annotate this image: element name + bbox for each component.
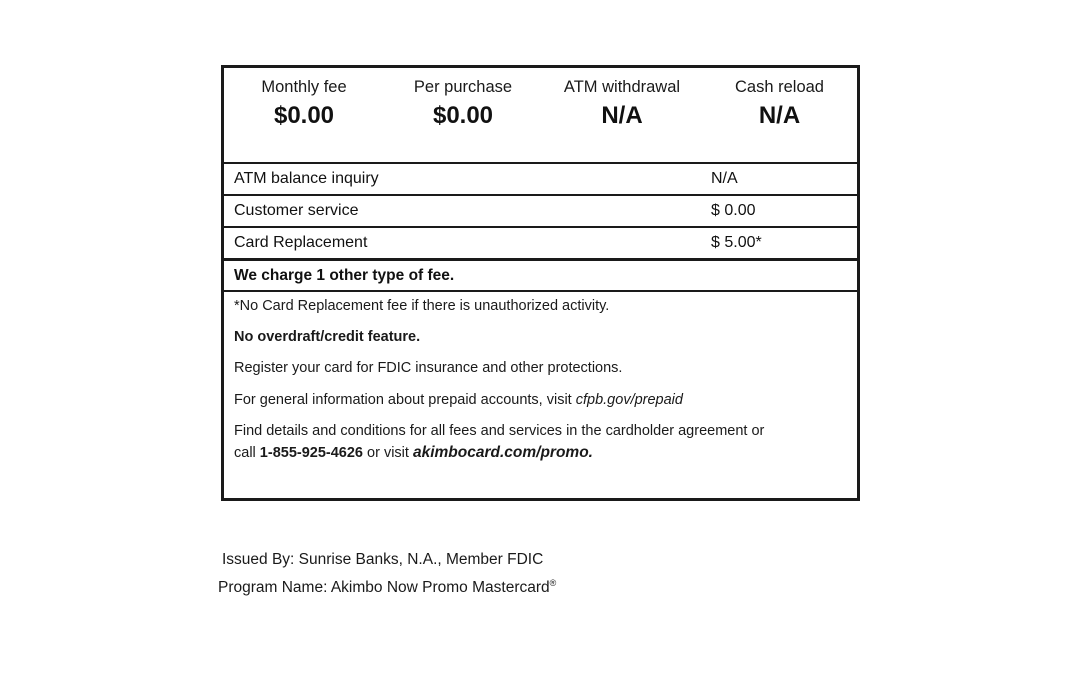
fee-label: Monthly fee	[261, 78, 347, 96]
per-purchase-cell	[384, 68, 542, 162]
fee-value: $0.00	[273, 102, 335, 129]
general-info-text: For general information about prepaid accounts, visit	[234, 392, 576, 408]
fee-disclosure-box	[221, 65, 860, 501]
other-fee-notice	[224, 260, 857, 292]
general-info-note	[234, 390, 683, 410]
fee-label: Cash reload	[735, 78, 824, 96]
fee-row-label: Customer service	[234, 202, 359, 219]
or-visit-text: or visit	[363, 445, 413, 461]
fee-row-value: $ 0.00	[711, 202, 756, 219]
fee-value: $0.00	[432, 102, 494, 129]
program-name-text: Program Name: Akimbo Now Promo Mastercard	[218, 579, 550, 596]
fee-row-value: N/A	[711, 170, 738, 187]
atm-withdrawal-cell	[542, 68, 702, 162]
details-note-line-1: Find details and conditions for all fees and services in the cardholder agreement or	[234, 423, 765, 439]
monthly-fee-cell	[224, 68, 384, 162]
fee-label: Per purchase	[413, 78, 513, 96]
fee-row-atm-balance-inquiry	[224, 164, 857, 196]
fee-row-label: ATM balance inquiry	[234, 170, 379, 187]
fee-row-label: Card Replacement	[234, 234, 368, 251]
register-note: Register your card for FDIC insurance and other protections.	[234, 360, 623, 376]
other-fee-text: We charge 1 other type of fee.	[234, 267, 455, 284]
phone-number: 1-855-925-4626	[259, 445, 363, 461]
fee-row-value: $ 5.00*	[711, 234, 762, 251]
overdraft-note: No overdraft/credit feature.	[234, 329, 421, 345]
card-replacement-note: *No Card Replacement fee if there is unauthorized activity.	[234, 298, 610, 314]
fee-row-customer-service	[224, 196, 857, 228]
fee-value: N/A	[758, 102, 801, 129]
fee-row-card-replacement	[224, 228, 857, 260]
call-text: call	[234, 445, 260, 461]
fee-value: N/A	[601, 102, 643, 129]
program-name-line	[218, 578, 556, 598]
issuer-line: Issued By: Sunrise Banks, N.A., Member FDIC	[222, 551, 544, 568]
details-note-line-2	[234, 443, 593, 463]
fee-label: ATM withdrawal	[563, 78, 681, 96]
cfpb-link[interactable]: cfpb.gov/prepaid	[575, 392, 683, 408]
primary-fees-section	[224, 68, 857, 164]
registered-mark: ®	[549, 577, 557, 588]
promo-link[interactable]: akimbocard.com/promo.	[412, 444, 593, 461]
cash-reload-cell	[702, 68, 857, 162]
